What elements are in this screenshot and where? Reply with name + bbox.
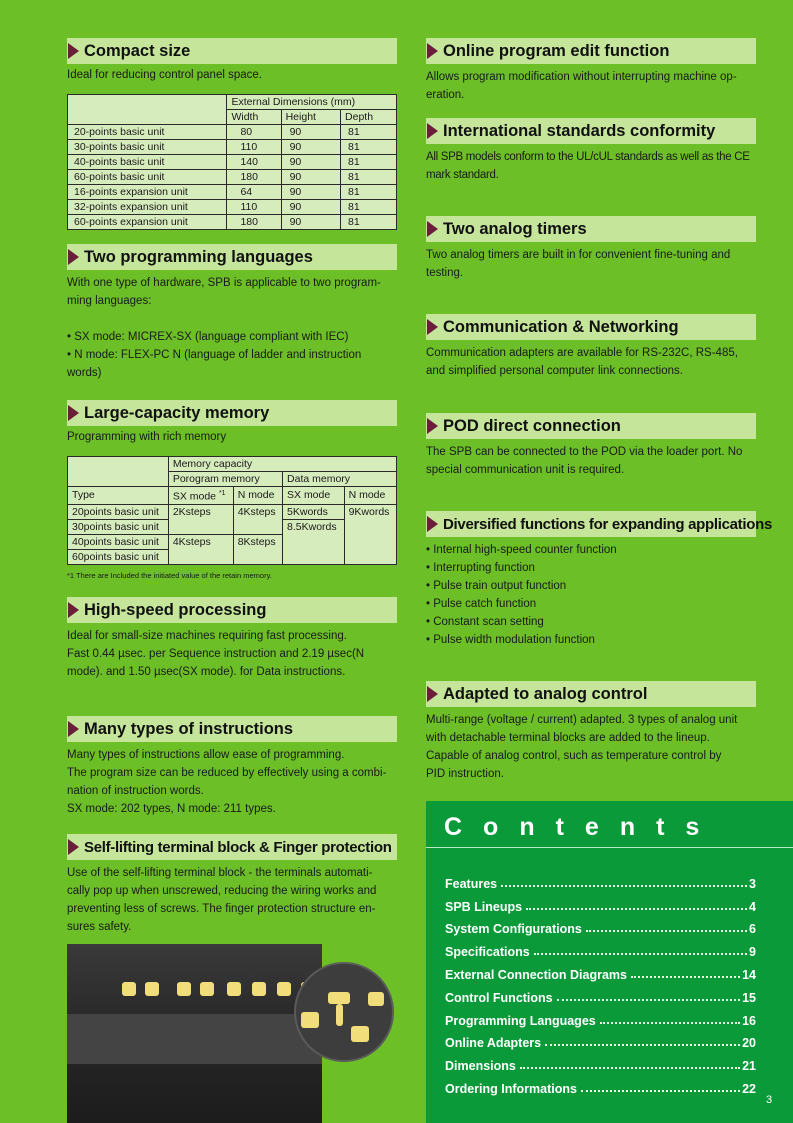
table-cell: 90 [281, 170, 340, 185]
triangle-bullet-icon [427, 516, 438, 532]
section-diversified-functions [426, 511, 772, 649]
table-cell: 90 [281, 140, 340, 155]
toc-label: Control Functions [445, 990, 553, 1005]
toc-page: 16 [742, 1013, 756, 1028]
table-cell: 64 [227, 185, 281, 200]
section-text: Many types of instructions allow ease of programming. The program size can be reduced by effectively using a combi- nation of instruction words. SX mode: 202 types, N mode: 211 types. [67, 749, 387, 815]
list-item: • Constant scan setting [426, 616, 544, 628]
row-label: 60-points expansion unit [68, 215, 227, 230]
toc-label: Specifications [445, 945, 530, 960]
toc-label: System Configurations [445, 922, 582, 937]
section-header [426, 314, 756, 340]
toc-page: 20 [742, 1036, 756, 1051]
contents-box [426, 801, 793, 1123]
contents-title: Contents [444, 813, 721, 841]
toc-item[interactable] [445, 982, 756, 1005]
triangle-bullet-icon [68, 602, 79, 618]
toc-label: SPB Lineups [445, 899, 523, 914]
table-cell: 140 [227, 155, 281, 170]
section-title: Adapted to analog control [443, 684, 648, 703]
toc-leader [600, 1022, 740, 1024]
section-text: Use of the self-lifting terminal block - the terminals automati- cally pop up when unscrewed, reducing the wiring works and preventing less of screws. The finger protection structure en- sures safety. [67, 867, 377, 933]
section-title: Two analog timers [443, 219, 587, 238]
triangle-bullet-icon [68, 839, 79, 855]
col-header: Width [227, 110, 281, 125]
toc-item[interactable] [445, 959, 756, 982]
table-cell: 90 [281, 200, 340, 215]
footnote: *1 There are Included the initiated value of the retain memory. [67, 570, 272, 580]
table-cell: 80 [227, 125, 281, 140]
toc-label: Programming Languages [445, 1013, 596, 1028]
table-cell: 90 [281, 185, 340, 200]
section-title: Online program edit function [443, 41, 670, 60]
toc-page: 4 [749, 899, 756, 914]
triangle-bullet-icon [427, 418, 438, 434]
toc-label: Dimensions [445, 1059, 516, 1074]
table-cell: 110 [227, 140, 281, 155]
terminal-closeup-photo [294, 962, 394, 1062]
list-item: • Pulse catch function [426, 598, 537, 610]
row-label: 20-points basic unit [68, 125, 227, 140]
table-cell: 110 [227, 200, 281, 215]
toc-label: Features [445, 876, 498, 891]
section-text: With one type of hardware, SPB is applicable to two program- ming languages: • SX mode: MICREX-SX (language compliant with IEC) • N mode: FLEX-PC N (language of ladder and instruction words) [67, 274, 397, 382]
toc-item[interactable] [445, 1050, 756, 1073]
section-header [67, 597, 397, 623]
section-header [426, 118, 756, 144]
triangle-bullet-icon [68, 249, 79, 265]
toc-page: 21 [742, 1059, 756, 1074]
section-header [67, 834, 397, 860]
section-terminal-block [67, 834, 397, 936]
section-text: Multi-range (voltage / current) adapted. 3 types of analog unit with detachable terminal blocks are added to the lineup. Capable of analog control, such as temperature control by PID instruction. [426, 714, 738, 780]
toc-page: 15 [742, 990, 756, 1005]
col-header: Height [281, 110, 340, 125]
toc-label: External Connection Diagrams [445, 967, 627, 982]
section-international-standards [426, 118, 756, 184]
terminal-block-photo [67, 944, 322, 1123]
section-title: International standards conformity [443, 121, 716, 140]
table-row [68, 200, 397, 215]
toc-label: Online Adapters [445, 1036, 542, 1051]
triangle-bullet-icon [427, 319, 438, 335]
toc-item[interactable] [445, 868, 756, 891]
section-header [426, 511, 772, 537]
toc-page: 6 [749, 922, 756, 937]
section-online-edit [426, 38, 756, 104]
section-title: Large-capacity memory [84, 403, 270, 422]
triangle-bullet-icon [68, 721, 79, 737]
col-header: Depth [341, 110, 397, 125]
section-list [426, 541, 756, 649]
toc-leader [581, 1090, 740, 1092]
toc-leader [631, 976, 740, 978]
section-high-speed-processing [67, 597, 397, 681]
section-analog-timers [426, 216, 756, 282]
table-cell: 81 [341, 125, 397, 140]
section-text: The SPB can be connected to the POD via the loader port. No special communication unit is required. [426, 446, 743, 476]
toc-item[interactable] [445, 891, 756, 914]
section-text: Ideal for reducing control panel space. [67, 69, 262, 81]
section-header [426, 681, 756, 707]
table-row [68, 185, 397, 200]
table-row [68, 125, 397, 140]
row-label: 32-points expansion unit [68, 200, 227, 215]
section-header [67, 400, 397, 426]
section-text: All SPB models conform to the UL/cUL standards as well as the CE mark standard. [426, 151, 750, 181]
section-compact-size [67, 38, 397, 230]
section-text: Programming with rich memory [67, 431, 227, 443]
toc-label: Ordering Informations [445, 1081, 577, 1096]
section-title: Communication & Networking [443, 317, 679, 336]
section-text: Allows program modification without interrupting machine op- eration. [426, 71, 737, 101]
section-text: Ideal for small-size machines requiring fast processing. Fast 0.44 µsec. per Sequence instruction and 2.19 µsec(N mode). and 1.50 µsec(SX mode). for Data instructions. [67, 630, 365, 678]
table-cell: 90 [281, 125, 340, 140]
table-cell: 81 [341, 215, 397, 230]
triangle-bullet-icon [427, 43, 438, 59]
section-pod-connection [426, 413, 756, 479]
toc-item[interactable] [445, 914, 756, 937]
list-item: • Internal high-speed counter function [426, 544, 617, 556]
section-title: Compact size [84, 41, 191, 60]
toc-page: 3 [749, 876, 756, 891]
list-item: • SX mode: MICREX-SX (language compliant with IEC) [67, 331, 349, 343]
section-instructions [67, 716, 397, 818]
toc-page: 9 [749, 945, 756, 960]
table-cell: 81 [341, 200, 397, 215]
toc-leader [501, 885, 747, 887]
toc-leader [557, 999, 740, 1001]
table-cell: 81 [341, 155, 397, 170]
section-title: Two programming languages [84, 247, 313, 266]
row-label: 30-points basic unit [68, 140, 227, 155]
section-text: Two analog timers are built in for convenient fine-tuning and testing. [426, 249, 731, 279]
toc-item[interactable] [445, 936, 756, 959]
table-cell: 180 [227, 215, 281, 230]
table-row [68, 140, 397, 155]
page-number: 3 [766, 1094, 773, 1106]
dimensions-table [67, 94, 397, 230]
toc-item[interactable] [445, 1005, 756, 1028]
list-item: • Pulse train output function [426, 580, 567, 592]
toc-page: 22 [742, 1081, 756, 1096]
triangle-bullet-icon [427, 123, 438, 139]
toc-leader [520, 1067, 740, 1069]
toc-leader [545, 1044, 740, 1046]
section-title: High-speed processing [84, 600, 267, 619]
table-cell: 90 [281, 155, 340, 170]
toc-leader [534, 953, 747, 955]
table-cell: 180 [227, 170, 281, 185]
triangle-bullet-icon [427, 221, 438, 237]
triangle-bullet-icon [68, 405, 79, 421]
memory-table: Memory capacity Porogram memory Data memory Type SX mode $^{*1}$ N mode SX mode N mode 20points basic unit 2Ksteps 4Ksteps 5Kwords 9Kwords 30points basic unit 8.5Kwords 40points basic unit 4Ksteps 8Ksteps 60points basic unit [67, 456, 397, 565]
table-row [68, 155, 397, 170]
table-row [68, 170, 397, 185]
section-title: Diversified functions for expanding applications [443, 515, 772, 533]
section-header [67, 38, 397, 64]
table-of-contents [445, 868, 756, 1096]
section-text: Communication adapters are available for RS-232C, RS-485, and simplified personal computer link connections. [426, 347, 738, 377]
row-label: 40-points basic unit [68, 155, 227, 170]
row-label: 60-points basic unit [68, 170, 227, 185]
triangle-bullet-icon [68, 43, 79, 59]
toc-leader [526, 908, 747, 910]
row-label: 16-points expansion unit [68, 185, 227, 200]
table-cell: 90 [281, 215, 340, 230]
section-title: POD direct connection [443, 416, 621, 435]
section-large-capacity-memory [67, 400, 397, 580]
list-item: • N mode: FLEX-PC N (language of ladder and instruction words) [67, 349, 362, 379]
table-cell: 81 [341, 140, 397, 155]
section-programming-languages [67, 244, 397, 382]
list-item: • Interrupting function [426, 562, 535, 574]
section-header [67, 244, 397, 270]
section-title: Many types of instructions [84, 719, 294, 738]
section-header [426, 413, 756, 439]
section-analog-control [426, 681, 756, 783]
section-header [67, 716, 397, 742]
section-header [426, 216, 756, 242]
table-cell: 81 [341, 170, 397, 185]
toc-leader [586, 930, 747, 932]
toc-page: 14 [742, 967, 756, 982]
toc-item[interactable] [445, 1028, 756, 1051]
table-row [68, 215, 397, 230]
table-cell: 81 [341, 185, 397, 200]
table-group-header: External Dimensions (mm) [227, 95, 397, 110]
triangle-bullet-icon [427, 686, 438, 702]
toc-item[interactable] [445, 1073, 756, 1096]
section-communication [426, 314, 756, 380]
section-header [426, 38, 756, 64]
list-item: • Pulse width modulation function [426, 634, 595, 646]
section-title: Self-lifting terminal block & Finger protection [84, 838, 392, 856]
